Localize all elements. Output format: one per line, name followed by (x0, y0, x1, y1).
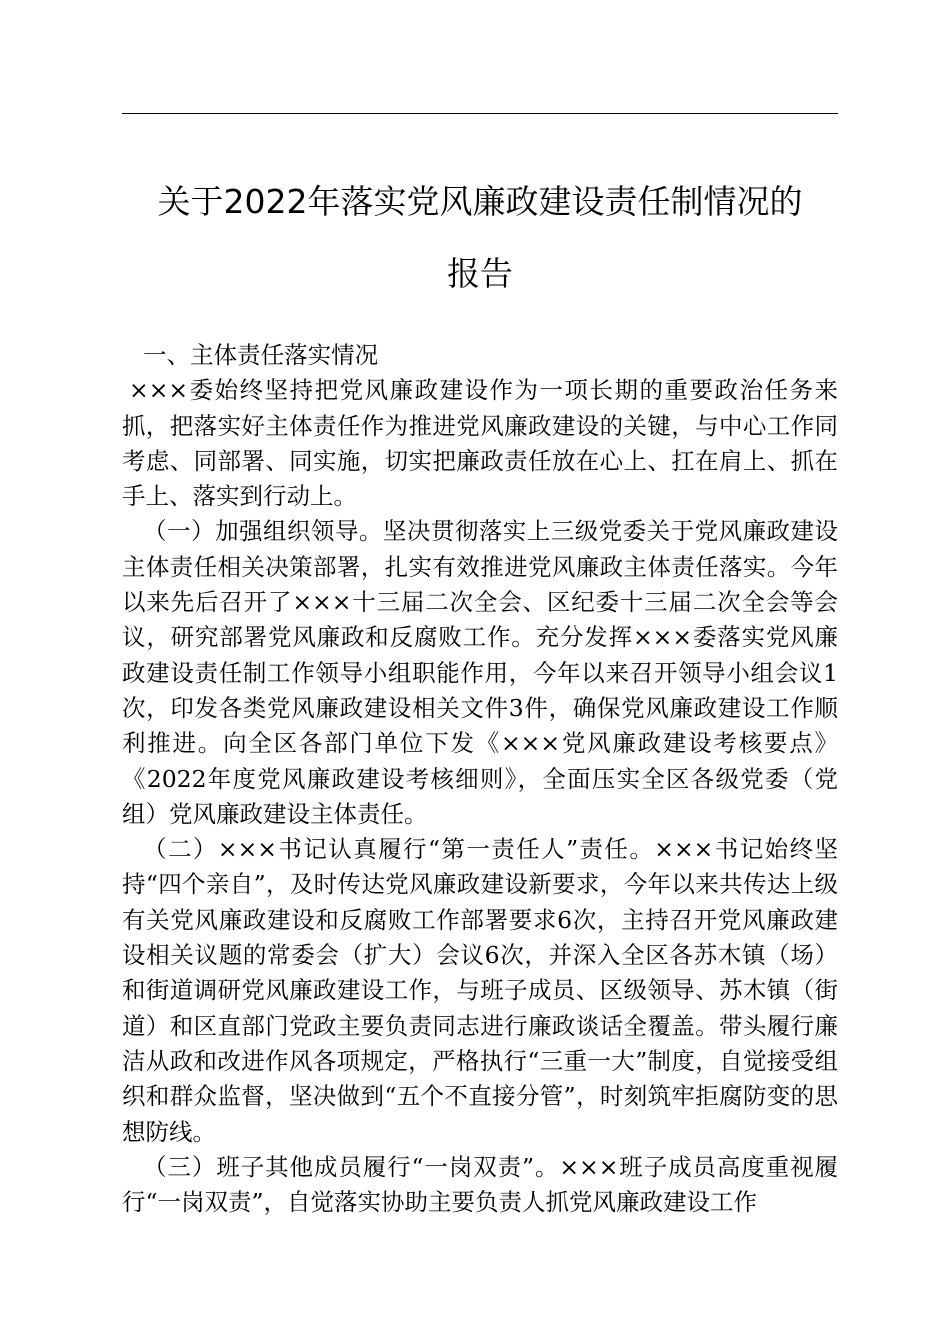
title-line-1: 关于2022年落实党风廉政建设责任制情况的 (157, 182, 803, 221)
header-rule (122, 113, 838, 114)
document-title (122, 166, 838, 310)
body-paragraph: ×××委始终坚持把党风廉政建设作为一项长期的重要政治任务来抓，把落实好主体责任作为推进党风廉政建设的关键，与中心工作同考虑、同部署、同实施，切实把廉政责任放在心上、扛在肩上、抓在手上、落实到行动上。 (122, 376, 838, 511)
body-paragraph: （一）加强组织领导。坚决贯彻落实上三级党委关于党风廉政建设主体责任相关决策部署，扎实有效推进党风廉政主体责任落实。今年以来先后召开了×××十三届二次全会、区纪委十三届二次全会等会议，研究部署党风廉政和反腐败工作。充分发挥×××委落实党风廉政建设责任制工作领导小组职能作用，今年以来召开领导小组会议1次，印发各类党风廉政建设相关文件3件，确保党风廉政建设工作顺利推进。向全区各部门单位下发《×××党风廉政建设考核要点》《2022年度党风廉政建设考核细则》，全面压实全区各级党委（党组）党风廉政建设主体责任。 (122, 517, 838, 828)
body-paragraph: （三）班子其他成员履行“一岗双责”。×××班子成员高度重视履行“一岗双责”，自觉落实协助主要负责人抓党风廉政建设工作 (122, 1152, 838, 1217)
section-heading: 一、主体责任落实情况 (143, 341, 379, 369)
title-line-2: 报告 (447, 254, 513, 293)
body-paragraph: （二）×××书记认真履行“第一责任人”责任。×××书记始终坚持“四个亲自”，及时传达党风廉政建设新要求，今年以来共传达上级有关党风廉政建设和反腐败工作部署要求6次，主持召开党风廉政建设相关议题的常委会（扩大）会议6次，并深入全区各苏木镇（场）和街道调研党风廉政建设工作，与班子成员、区级领导、苏木镇（街道）和区直部门党政主要负责同志进行廉政谈话全覆盖。带头履行廉洁从政和改进作风各项规定，严格执行“三重一大”制度，自觉接受组织和群众监督，坚决做到“五个不直接分管”，时刻筑牢拒腐防变的思想防线。 (122, 835, 838, 1146)
document-body (122, 338, 838, 1220)
